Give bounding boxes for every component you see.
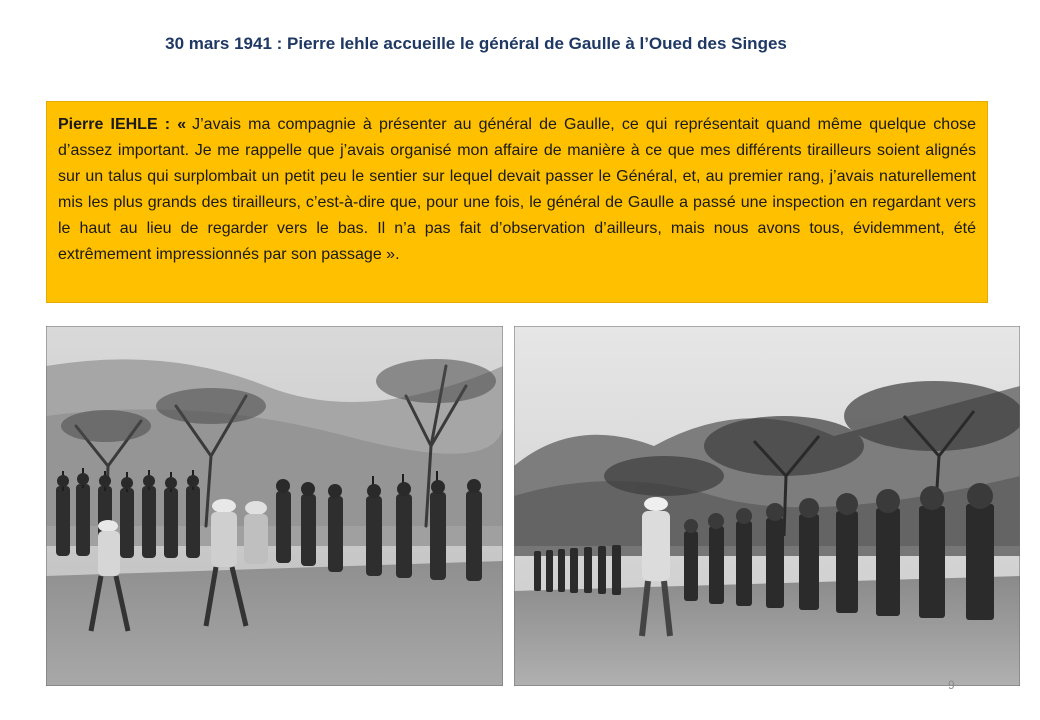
slide-title: 30 mars 1941 : Pierre Iehle accueille le général de Gaulle à l’Oued des Singes — [165, 34, 787, 53]
photo-left-illustration — [46, 326, 503, 686]
quote-speaker: Pierre IEHLE : « — [58, 116, 187, 133]
photo-inspection-right — [514, 326, 1020, 686]
photo-right-illustration — [514, 326, 1020, 686]
quote-text: J’avais ma compagnie à présenter au général de Gaulle, ce qui représentait quand même quelque chose d’assez important. Je me rappelle que j’avais organisé mon affaire de manière à ce que mes différents tirailleurs soient alignés sur un talus qui surplombait un petit peu le sentier sur lequel devait passer le Général, et, au premier rang, j’avais naturellement mis les plus grands des tirailleurs, c’est-à-dire que, pour une fois, le général de Gaulle a passé une inspection en regardant vers le haut au lieu de regarder vers le bas. Il n’a pas fait d’observation d’ailleurs, mais nous avons tous, évidemment, été extrêmement impressionnés par son passage ». — [58, 116, 976, 263]
page-number: 9 — [948, 678, 955, 692]
photo-inspection-left — [46, 326, 503, 686]
quote-box — [46, 101, 988, 303]
